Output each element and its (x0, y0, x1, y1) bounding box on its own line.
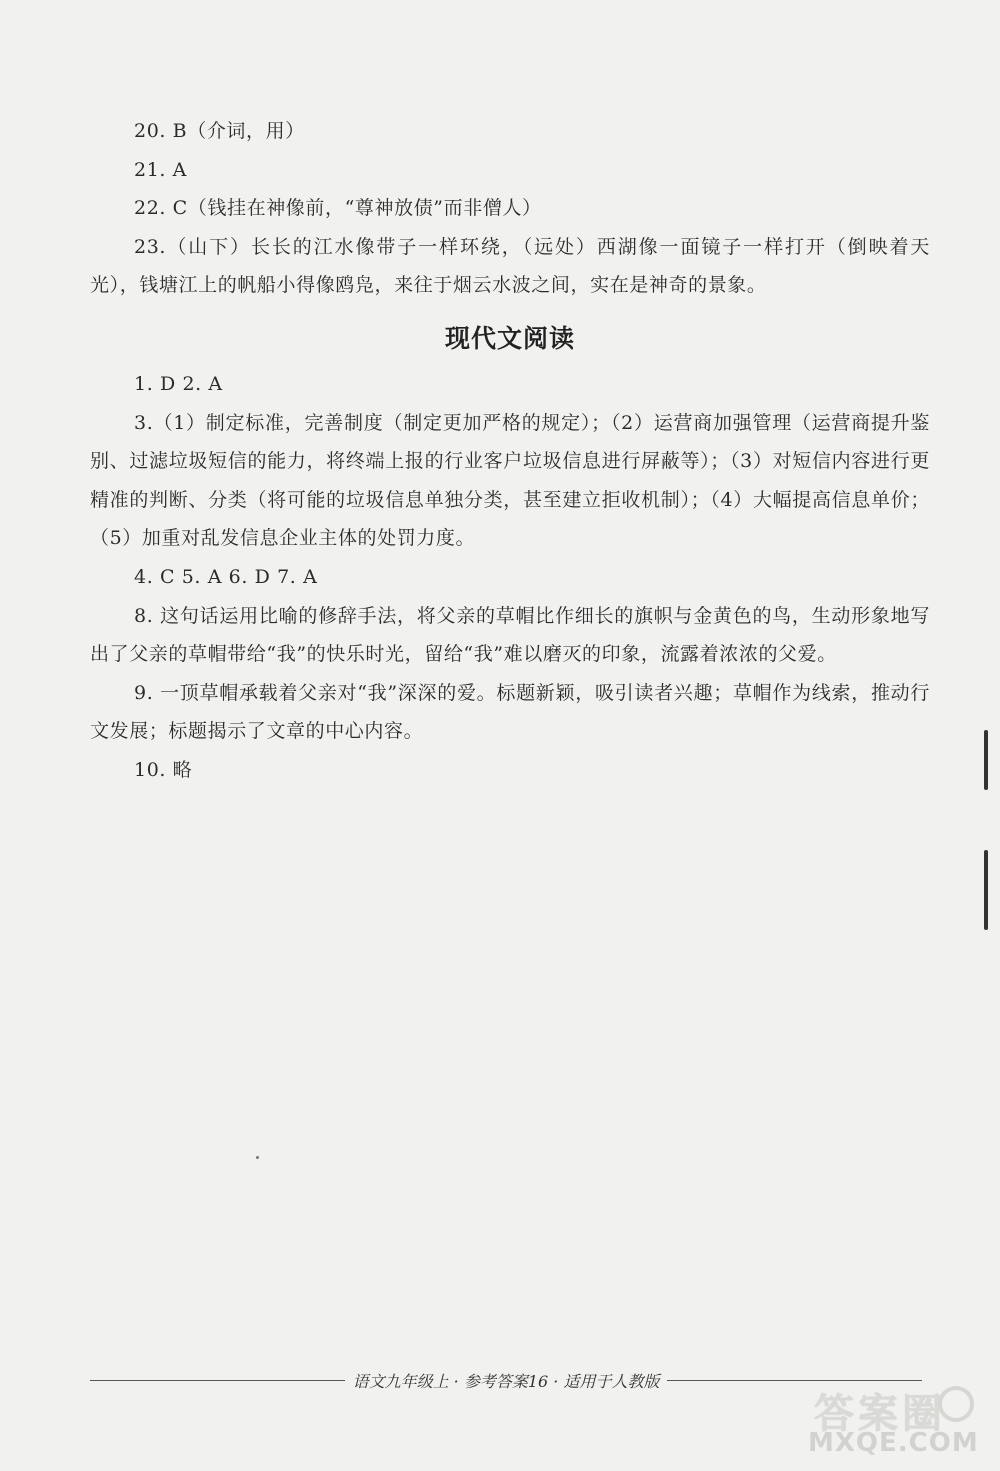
answer-22: 22. C（钱挂在神像前，“尊神放债”而非僧人） (134, 197, 542, 220)
answer-8: 8. 这句话运用比喻的修辞手法，将父亲的草帽比作细长的旗帜与金黄色的鸟，生动形象地写出了父亲的草帽带给“我”的快乐时光，留给“我”难以磨灭的印象，流露着浓浓的父爱。 (90, 604, 930, 666)
watermark-logo: 答案圈 (814, 1391, 946, 1437)
watermark-circle-icon (938, 1386, 974, 1422)
section-title: 现代文阅读 (444, 323, 575, 353)
answer-10: 10. 略 (134, 758, 193, 781)
answer-content (90, 112, 930, 790)
footer-rule-left (90, 1380, 345, 1381)
answer-1-2: 1. D 2. A (134, 372, 223, 395)
scan-edge-mark (984, 730, 988, 790)
footer-text: 语文九年级上 · 参考答案16 · 适用于人教版 (352, 1371, 660, 1391)
answer-21: 21. A (134, 158, 187, 181)
watermark (790, 1378, 980, 1464)
answer-9: 9. 一顶草帽承载着父亲对“我”深深的爱。标题新颖，吸引读者兴趣；草帽作为线索，推动行文发展；标题揭示了文章的中心内容。 (90, 681, 930, 743)
answer-20: 20. B（介词，用） (134, 120, 305, 142)
answer-3: 3.（1）制定标准，完善制度（制定更加严格的规定）；（2）运营商加强管理（运营商提升鉴别、过滤垃圾短信的能力，将终端上报的行业客户垃圾信息进行屏蔽等）；（3）对短信内容进行更精准的判断、分类（将可能的垃圾信息单独分类，甚至建立拒收机制）；（4）大幅提高信息单价；（5）加重对乱发信息企业主体的处罚力度。 (90, 411, 930, 550)
scan-edge-mark (984, 850, 988, 930)
watermark-url: MXQE.COM (808, 1428, 979, 1458)
answer-4-7: 4. C 5. A 6. D 7. A (134, 565, 318, 588)
scan-speck (256, 1156, 259, 1159)
answer-23: 23.（山下）长长的江水像带子一样环绕，（远处）西湖像一面镜子一样打开（倒映着天光），钱塘江上的帆船小得像鸥凫，来往于烟云水波之间，实在是神奇的景象。 (90, 235, 930, 297)
